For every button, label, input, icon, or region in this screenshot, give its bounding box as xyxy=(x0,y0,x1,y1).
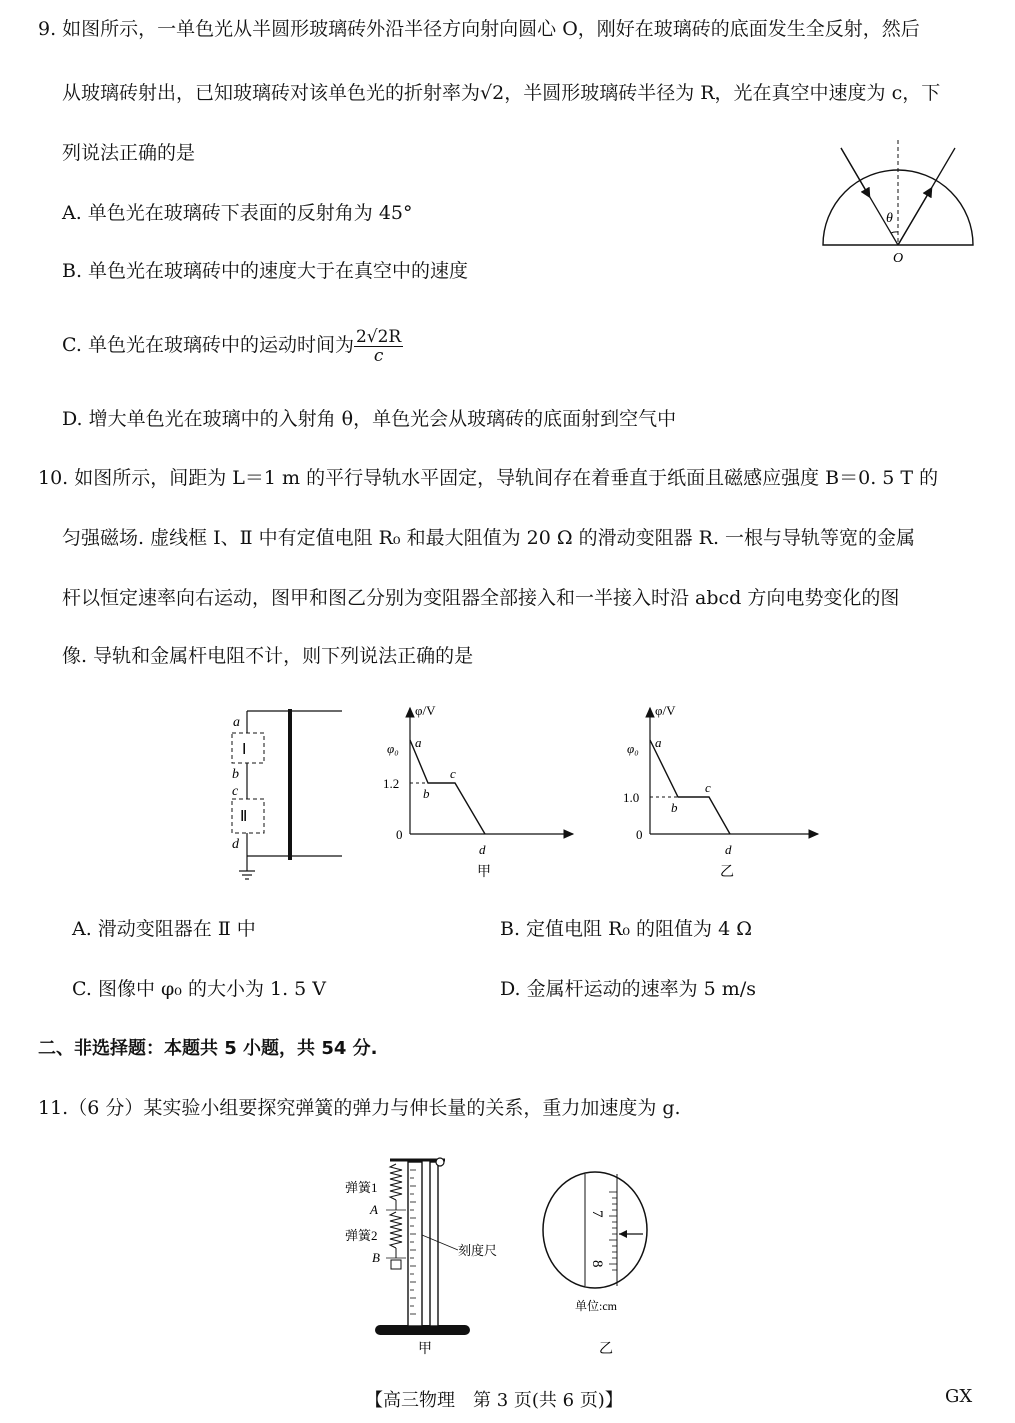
graph-yi-b: b xyxy=(671,800,678,815)
q9-option-c-denominator: c xyxy=(373,345,384,366)
q9-option-c-fraction xyxy=(354,328,403,365)
q10-stem-line2: 匀强磁场. 虚线框 Ⅰ、Ⅱ 中有定值电阻 R₀ 和最大阻值为 20 Ω 的滑动变阻器 R. 一根与导轨等宽的金属 xyxy=(62,527,916,549)
graph-jia-caption: 甲 xyxy=(477,865,491,880)
q11-ruler-mark-7: 7 xyxy=(589,1210,605,1218)
q10-graph-jia xyxy=(375,700,580,885)
q9-option-d: D. 增大单色光在玻璃中的入射角 θ，单色光会从玻璃砖的底面射到空气中 xyxy=(62,408,677,430)
q11-spring1-label: 弹簧1 xyxy=(345,1180,378,1195)
graph-yi-origin: 0 xyxy=(636,827,643,842)
q10-option-a: A. 滑动变阻器在 Ⅱ 中 xyxy=(72,918,256,940)
q11-stem: 11.（6 分）某实验小组要探究弹簧的弹力与伸长量的关系，重力加速度为 g. xyxy=(38,1097,681,1119)
circuit-label-b: b xyxy=(232,767,239,782)
q9-stem-line3: 列说法正确的是 xyxy=(62,142,196,164)
q9-option-c-text: C. 单色光在玻璃砖中的运动时间为 xyxy=(62,334,354,356)
q11-ruler-label: 刻度尺 xyxy=(458,1243,498,1258)
graph-jia-ylabel: φ/V xyxy=(415,703,436,718)
q9-stem-line2: 从玻璃砖射出，已知玻璃砖对该单色光的折射率为√2，半圆形玻璃砖半径为 R，光在真空中速度为 c，下 xyxy=(62,82,941,104)
graph-jia-c: c xyxy=(450,766,456,781)
graph-jia-phi0: φ₀ xyxy=(387,741,399,756)
graph-jia-level: 1.2 xyxy=(383,776,400,791)
q10-option-b: B. 定值电阻 R₀ 的阻值为 4 Ω xyxy=(500,918,752,940)
q9-option-c xyxy=(62,320,403,370)
q9-center-label: O xyxy=(893,251,904,266)
q10-stem-line1: 10. 如图所示，间距为 L＝1 m 的平行导轨水平固定，导轨间存在着垂直于纸面且磁感应强度 B＝0. 5 T 的 xyxy=(38,467,939,489)
graph-yi-c: c xyxy=(705,780,711,795)
section2-title: 二、非选择题：本题共 5 小题，共 54 分. xyxy=(38,1038,378,1059)
graph-yi-caption: 乙 xyxy=(720,865,734,880)
q10-stem-line4: 像. 导轨和金属杆电阻不计，则下列说法正确的是 xyxy=(62,645,474,667)
q11-spring2-label: 弹簧2 xyxy=(345,1228,378,1243)
q9-semicircle-figure xyxy=(815,138,980,268)
circuit-box1-label: Ⅰ xyxy=(242,742,247,758)
graph-yi-ylabel: φ/V xyxy=(655,703,676,718)
q9-stem-line1: 9. 如图所示，一单色光从半圆形玻璃砖外沿半径方向射向圆心 O，刚好在玻璃砖的底面发生全反射，然后 xyxy=(38,18,920,40)
q11-spring-apparatus-figure xyxy=(330,1150,520,1360)
q9-theta-label: θ xyxy=(886,211,893,226)
circuit-box2-label: Ⅱ xyxy=(240,809,248,825)
graph-yi-level: 1.0 xyxy=(623,790,640,805)
graph-jia-origin: 0 xyxy=(396,827,403,842)
graph-yi-phi0: φ₀ xyxy=(627,741,639,756)
q11-figure-yi-caption: 乙 xyxy=(599,1342,613,1357)
graph-yi-d: d xyxy=(725,842,732,857)
q10-option-c: C. 图像中 φ₀ 的大小为 1. 5 V xyxy=(72,978,326,1000)
q10-stem-line3: 杆以恒定速率向右运动，图甲和图乙分别为变阻器全部接入和一半接入时沿 abcd 方向电势变化的图 xyxy=(62,587,900,609)
circuit-label-a: a xyxy=(233,715,240,730)
q11-figure-jia-caption: 甲 xyxy=(418,1342,432,1357)
q9-option-c-numerator: 2√2R xyxy=(355,326,402,347)
q11-ruler-mark-8: 8 xyxy=(589,1260,605,1268)
page-footer: 【高三物理 第 3 页(共 6 页)】 xyxy=(365,1390,623,1411)
q11-unit-label: 单位:cm xyxy=(575,1299,617,1313)
q9-option-b: B. 单色光在玻璃砖中的速度大于在真空中的速度 xyxy=(62,260,469,282)
q9-option-a: A. 单色光在玻璃砖下表面的反射角为 45° xyxy=(62,202,413,224)
q10-circuit-figure xyxy=(222,703,347,883)
graph-jia-b: b xyxy=(423,786,430,801)
q10-graph-yi xyxy=(615,700,825,885)
footer-code: GX xyxy=(945,1386,973,1407)
graph-jia-a: a xyxy=(415,735,422,750)
q11-label-B: B xyxy=(372,1250,380,1265)
graph-yi-a: a xyxy=(655,735,662,750)
circuit-label-c: c xyxy=(232,784,239,799)
q11-label-A: A xyxy=(370,1202,378,1217)
q11-ruler-closeup-figure xyxy=(535,1170,665,1360)
graph-jia-d: d xyxy=(479,842,486,857)
q10-option-d: D. 金属杆运动的速率为 5 m/s xyxy=(500,978,756,1000)
circuit-label-d: d xyxy=(232,837,239,852)
